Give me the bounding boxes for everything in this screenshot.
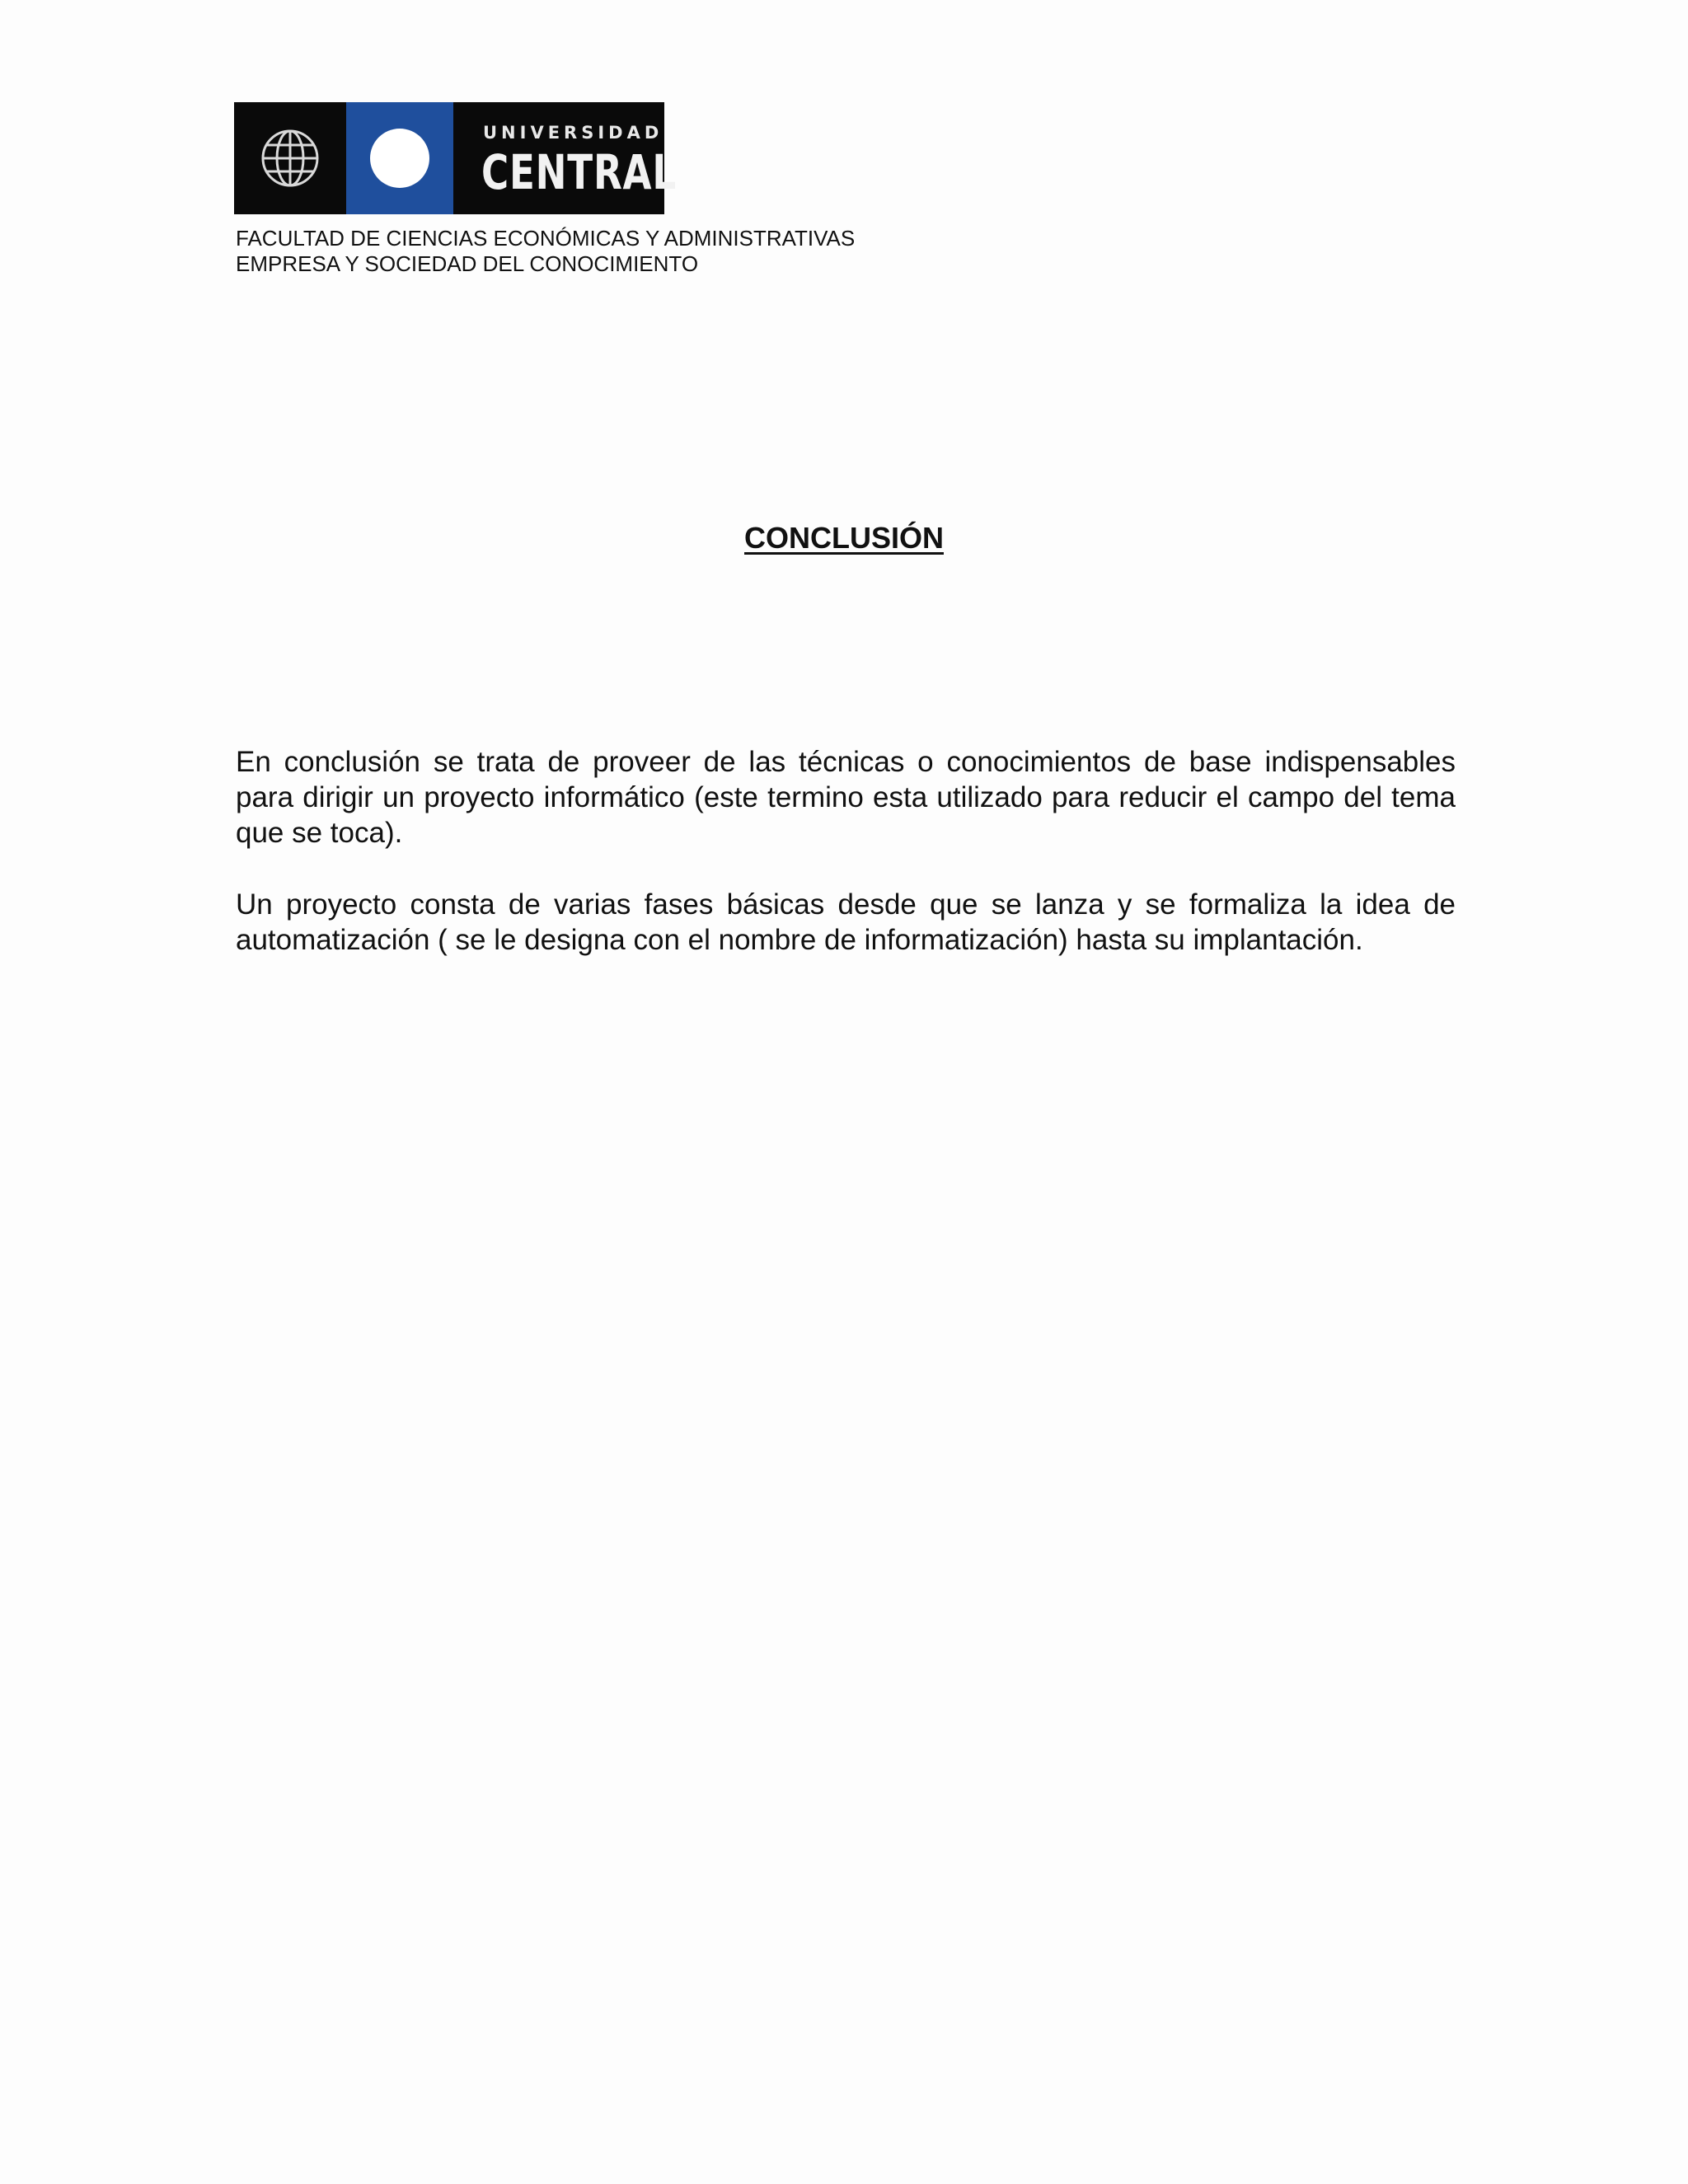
globe-emblem xyxy=(257,125,323,191)
faculty-line-1: FACULTAD DE CIENCIAS ECONÓMICAS Y ADMINISTRATIVAS xyxy=(236,226,856,251)
university-logo xyxy=(234,102,677,214)
logo-small-text: UNIVERSIDAD xyxy=(483,123,663,143)
logo-big-text: CENTRAL xyxy=(481,144,677,200)
logo-blue-block xyxy=(346,102,453,214)
page-title: CONCLUSIÓN xyxy=(744,521,944,555)
globe-icon xyxy=(234,102,346,214)
faculty-line-2: EMPRESA Y SOCIEDAD DEL CONOCIMIENTO xyxy=(236,251,699,276)
logo-disc xyxy=(370,129,429,188)
logo-wordmark xyxy=(453,102,677,214)
paragraph-2: Un proyecto consta de varias fases básicas desde que se lanza y se formaliza la idea de automatización ( se le designa con el nombre de informatización) hasta su implantación. xyxy=(236,888,1456,956)
faculty-header xyxy=(236,226,855,277)
paragraph-1: En conclusión se trata de proveer de las técnicas o conocimientos de base indispensables para dirigir un proyecto informático (este termino esta utilizado para reducir el campo del tema que se toca). xyxy=(236,746,1456,849)
